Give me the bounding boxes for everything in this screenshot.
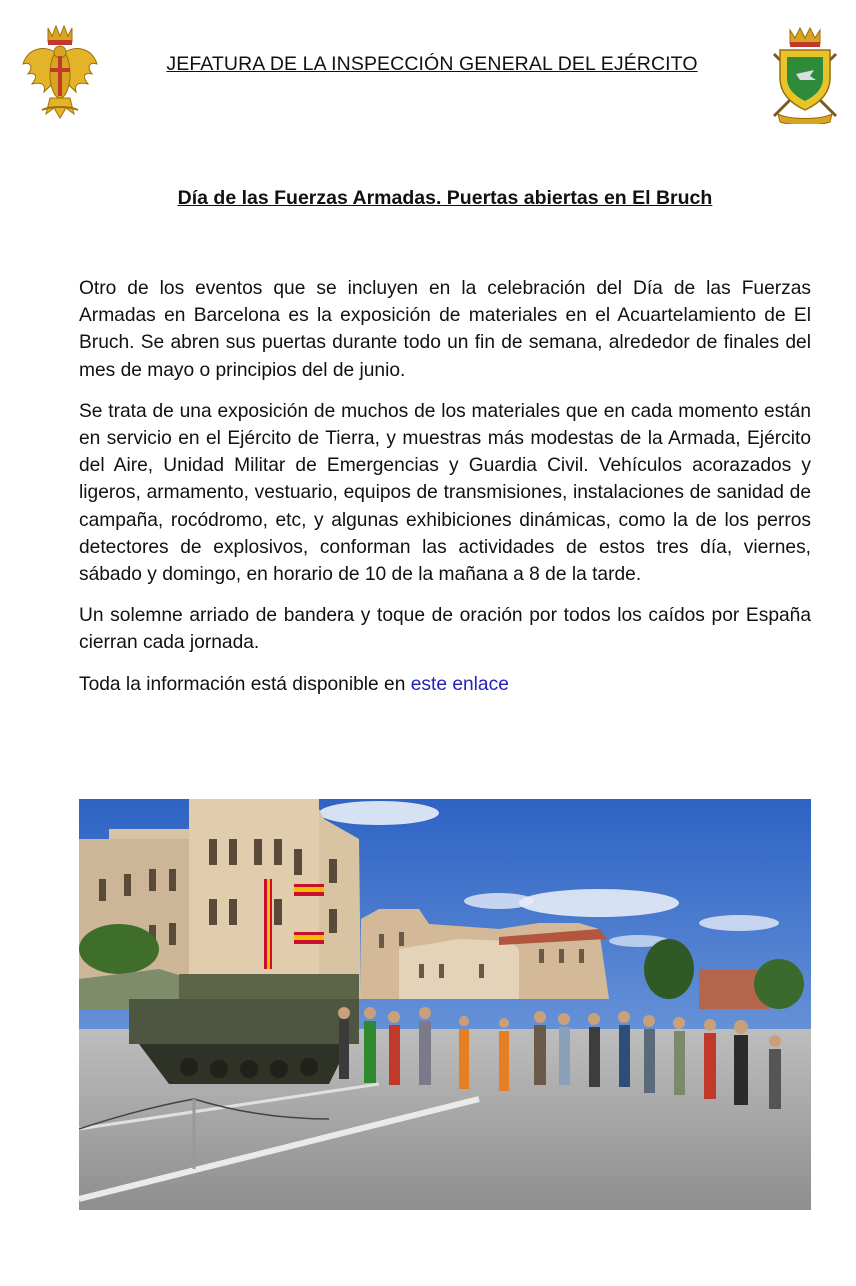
paragraph: Se trata de una exposición de muchos de los materiales que en cada momento están en servicio en el Ejército de Tierra, y muestras más modestas de la Armada, Ejército del Aire, Unidad Militar de Emergencias y Guardia Civil. Vehículos acorazados y ligeros, armamento, vestuario, equipos de transmisiones, instalaciones de sanidad de campaña, rocódromo, etc, y algunas exhibiciones dinámicas, como la de los perros detectores de explosivos, conforman las actividades de estos tres día, viernes, sábado y domingo, en horario de 10 de la mañana a 8 de la tarde. (79, 400, 811, 586)
paragraph: Un solemne arriado de bandera y toque de oración por todos los caídos por España cierran cada jornada. (79, 605, 811, 654)
crowned-shield-badge-icon (770, 24, 840, 124)
document-body (79, 275, 811, 698)
info-link[interactable]: este enlace (410, 673, 509, 695)
paragraph: Otro de los eventos que se incluyen en la celebración del Día de las Fuerzas Armadas en Barcelona es la exposición de materiales en el Acuartelamiento de El Bruch. Se abren sus puertas durante todo un fin de semana, alrededor de finales del mes de mayo o principios del de junio. (79, 278, 811, 381)
info-line (79, 671, 811, 698)
info-prefix: Toda la información está disponible en (79, 673, 411, 695)
header-title: JEFATURA DE LA INSPECCIÓN GENERAL DEL EJÉRCITO (166, 53, 698, 75)
document-title: Día de las Fuerzas Armadas. Puertas abiertas en El Bruch (177, 187, 713, 209)
barracks-open-day-photo (79, 799, 811, 1210)
